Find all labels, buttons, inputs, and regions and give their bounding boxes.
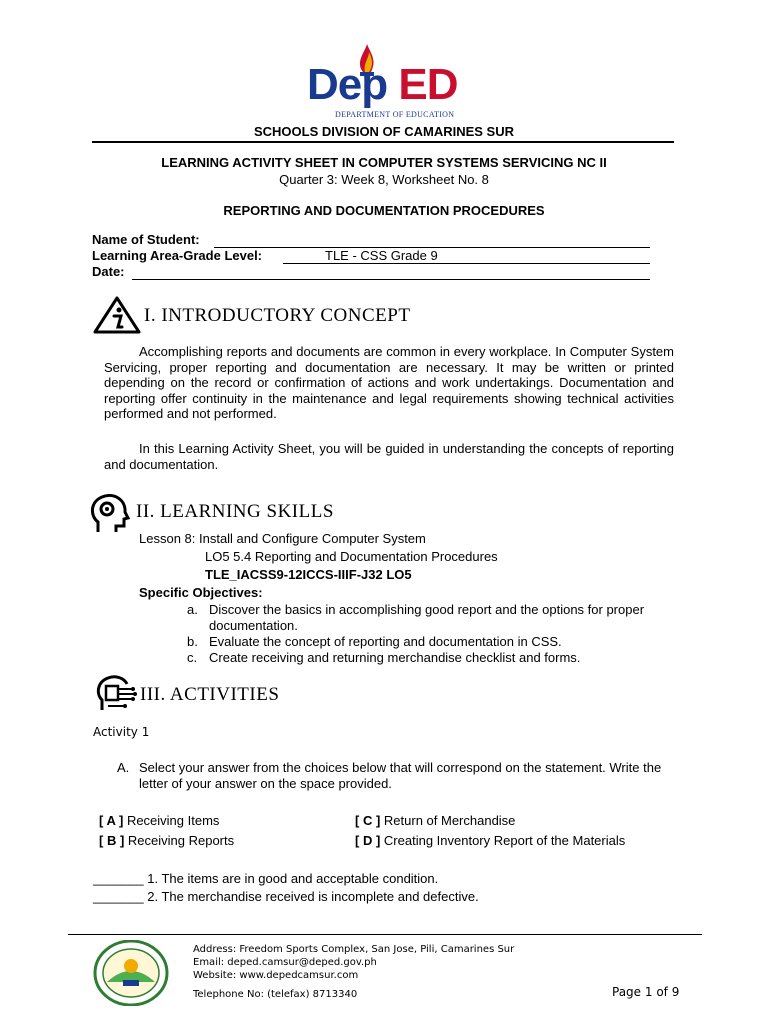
choice-d [355, 833, 625, 848]
intro-paragraph-1: Accomplishing reports and documents are common in every workplace. In Computer System Servicing, proper reporting and documentation are necessary. It may be written or printed depending on the record or confirmation of actions and work undertakings. Documentation and reporting offer continuity in the maintenance and legal requirements showing technical activities performed and not performed. [104, 344, 674, 421]
item-2-blank[interactable]: _______ [93, 889, 144, 904]
section3-title: III. ACTIVITIES [140, 684, 280, 705]
item-2 [93, 889, 479, 904]
choice-c-text: Return of Merchandise [383, 813, 516, 828]
sheet-title: LEARNING ACTIVITY SHEET IN COMPUTER SYSTEMS SERVICING NC II [161, 155, 607, 170]
footer-website: Website: www.depedcamsur.com [193, 970, 359, 981]
logo-subtitle: DEPARTMENT OF EDUCATION [335, 110, 455, 119]
footer-address: Address: Freedom Sports Complex, San Jose, Pili, Camarines Sur [193, 944, 515, 955]
area-grade-value: TLE - CSS Grade 9 [325, 248, 438, 263]
topic-title: REPORTING AND DOCUMENTATION PROCEDURES [223, 203, 545, 218]
quarter-line: Quarter 3: Week 8, Worksheet No. 8 [279, 172, 489, 187]
choice-b-text: Receiving Reports [127, 833, 235, 848]
date-field[interactable] [132, 265, 650, 280]
footer-email: Email: deped.camsur@deped.gov.ph [193, 957, 377, 968]
page-number: Page 1 of 9 [612, 985, 680, 999]
logo-wordmark: Dep ED [307, 60, 458, 109]
footer-telephone: Telephone No: (telefax) 8713340 [193, 989, 358, 1000]
info-icon [92, 295, 142, 335]
objective-letter-a: a. [187, 602, 198, 617]
section2-title: II. LEARNING SKILLS [136, 501, 334, 522]
objective-letter-b: b. [187, 634, 198, 649]
choice-c [355, 813, 515, 828]
item-2-text: 2. The merchandise received is incomplete and defective. [147, 889, 479, 904]
objective-text-a: Discover the basics in accomplishing good report and the options for proper documentation. [209, 602, 645, 633]
student-name-label: Name of Student: [92, 232, 200, 247]
choice-a [99, 813, 219, 828]
lo-line: LO5 5.4 Reporting and Documentation Procedures [205, 549, 498, 564]
instruction-letter: A. [117, 760, 130, 775]
division-name: SCHOOLS DIVISION OF CAMARINES SUR [253, 124, 515, 139]
objective-text-c: Create receiving and returning merchandise checklist and forms. [209, 650, 581, 665]
item-1 [93, 871, 438, 886]
student-name-row [92, 232, 650, 248]
instruction-text: Select your answer from the choices below that will correspond on the statement. Write the letter of your answer on the space provided. [139, 760, 662, 791]
choice-b-key: [ B ] [99, 833, 125, 848]
area-grade-row [92, 248, 650, 264]
intro-paragraph-2: In this Learning Activity Sheet, you will be guided in understanding the concepts of reporting and documentation. [104, 441, 674, 472]
footer-divider [68, 934, 702, 935]
activity-label: Activity 1 [93, 725, 150, 739]
date-row [92, 264, 650, 280]
deped-logo [305, 42, 465, 128]
lesson-line: Lesson 8: Install and Configure Computer System [139, 531, 426, 546]
student-name-field[interactable] [214, 233, 650, 248]
item-1-text: 1. The items are in good and acceptable condition. [147, 871, 439, 886]
head-gear-icon [88, 494, 132, 534]
item-1-blank[interactable]: _______ [93, 871, 144, 886]
choice-a-key: [ A ] [99, 813, 124, 828]
division-seal-icon [93, 940, 169, 1006]
circuit-head-icon [94, 674, 138, 714]
objective-text-b: Evaluate the concept of reporting and documentation in CSS. [209, 634, 562, 649]
choice-d-text: Creating Inventory Report of the Materials [383, 833, 626, 848]
section1-title: I. INTRODUCTORY CONCEPT [144, 305, 411, 326]
objective-letter-c: c. [187, 650, 198, 665]
choice-c-key: [ C ] [355, 813, 381, 828]
objectives-label: Specific Objectives: [139, 585, 263, 600]
competency-code: TLE_IACSS9-12ICCS-IIIF-J32 LO5 [205, 567, 412, 582]
choice-a-text: Receiving Items [126, 813, 220, 828]
choice-b [99, 833, 234, 848]
header-divider [92, 141, 674, 143]
choice-d-key: [ D ] [355, 833, 381, 848]
area-grade-label: Learning Area-Grade Level: [92, 248, 263, 263]
date-label: Date: [92, 264, 125, 279]
